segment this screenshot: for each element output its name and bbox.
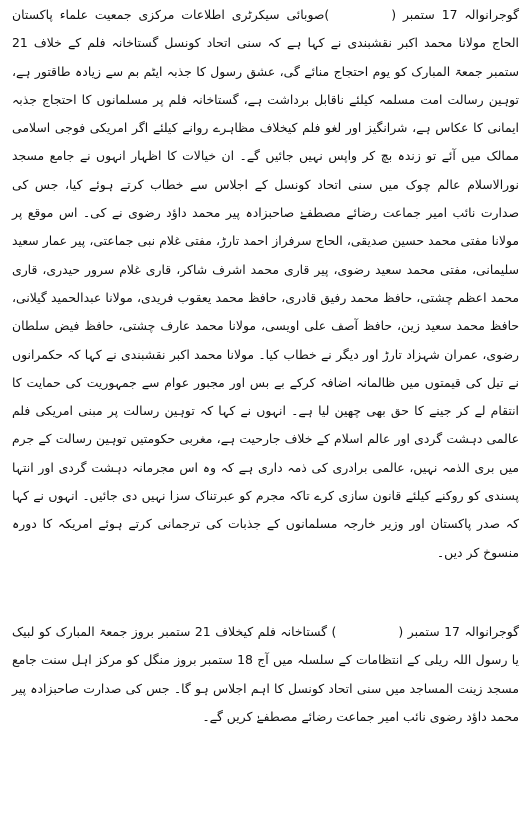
source-line: ) گستاخانہ فلم کیخلاف 21 ستمبر بروز جمعۃ المبارک کو لبیک یا رسول اللہ [12, 624, 520, 668]
article-paragraph [12, 618, 519, 731]
dateline: گوجرانوالہ 17 ستمبر ( [391, 7, 519, 22]
article-paragraph [12, 1, 519, 567]
news-item-2 [12, 618, 519, 731]
article-body: ریلی کے انتظامات کے سلسلہ میں آج 18 ستمبر بروز منگل کو مرکز اہل سنت جامع مسجد زینت المساجد میں سنی اتحاد کونسل کا اہم اجلاس ہو گا۔ جس کی صدارت صاحبزادہ پیر محمد داؤد رضوی نائب امیر جماعت رضائے مصطفےٰ کریں گے۔ [12, 652, 519, 724]
source-line: )صوبائی سیکرٹری اطلاعات مرکزی جمعیت علماء پاکستان الحاج مولانا محمد [12, 7, 519, 51]
news-item-1 [12, 1, 519, 567]
dateline: گوجرانوالہ 17 ستمبر ( [398, 624, 520, 639]
article-body: اکبر نقشبندی نے کہا ہے کہ سنی اتحاد کونسل گستاخانہ فلم کے خلاف 21 ستمبر جمعۃ المبارک کو یوم احتجاج منائے گی، عشق رسول کا جذبہ ایٹم بم سے زیادہ طاقتور ہے، توہین رسالت امت مسلمہ کیلئے ناقابل برداشت ہے، گستاخانہ فلم پر مسلمانوں کا احتجاج جذبہ ایمانی کا عکاس ہے، شرانگیز اور لغو فلم کیخلاف مظاہرے روانے کیلئے اگر امریکی فوجی اسلامی ممالک میں آئے تو زندہ بچ کر واپس نہیں جائیں گے۔ ان خیالات کا اظہار انہوں نے جامع مسجد نورالاسلام عالم چوک میں سنی اتحاد کونسل کے اجلاس سے خطاب کرتے ہوئے کیا، جس کی صدارت نائب امیر جماعت رضائے مصطفےٰ صاحبزادہ پیر محمد داؤد رضوی نے کی۔ اس موقع پر مولانا مفتی محمد حسین صدیقی، الحاج سرفراز احمد تارڑ، مفتی غلام نبی جماعتی، پیر عمار سعید سلیمانی، مفتی محمد سعید رضوی، پیر قاری محمد اشرف شاکر، قاری غلام سرور حیدری، قاری محمد اعظم چشتی، حافظ محمد رفیق قادری، حافظ محمد یعقوب فریدی، مولانا عبدالحمید گیلانی، حافظ محمد سعید زین، حافظ آصف علی اویسی، مولانا محمد عارف چشتی، حافظ فیض سلطان رضوی، عمران شہزاد تارڑ اور دیگر نے خطاب کیا۔ مولانا محمد اکبر نقشبندی نے کہا کہ حکمرانوں نے تیل کی قیمتوں میں ظالمانہ اضافہ کرکے بے بس اور مجبور عوام سے جمہوریت کی حمایت کا انتقام لے کر جینے کا حق بھی چھین لیا ہے۔ انہوں نے کہا کہ توہین رسالت پر مبنی امریکی فلم عالمی دہشت گردی اور عالم اسلام کے خلاف جارحیت ہے، مغربی حکومتیں توہین رسالت کے جرم میں بری الذمہ نہیں، عالمی برادری کی ذمہ داری ہے کہ وہ اس مجرمانہ دہشت گردی اور انتہا پسندی کو روکنے کیلئے قانون سازی کرے تاکہ مجرم کو عبرتناک سزا نہیں دی جائیں۔ انہوں نے کہا کہ صدر پاکستان اور وزیر خارجہ مسلمانوں کے جذبات کی ترجمانی کرتے ہوئے امریکہ کا دورہ منسوخ کر دیں۔ [12, 35, 519, 560]
